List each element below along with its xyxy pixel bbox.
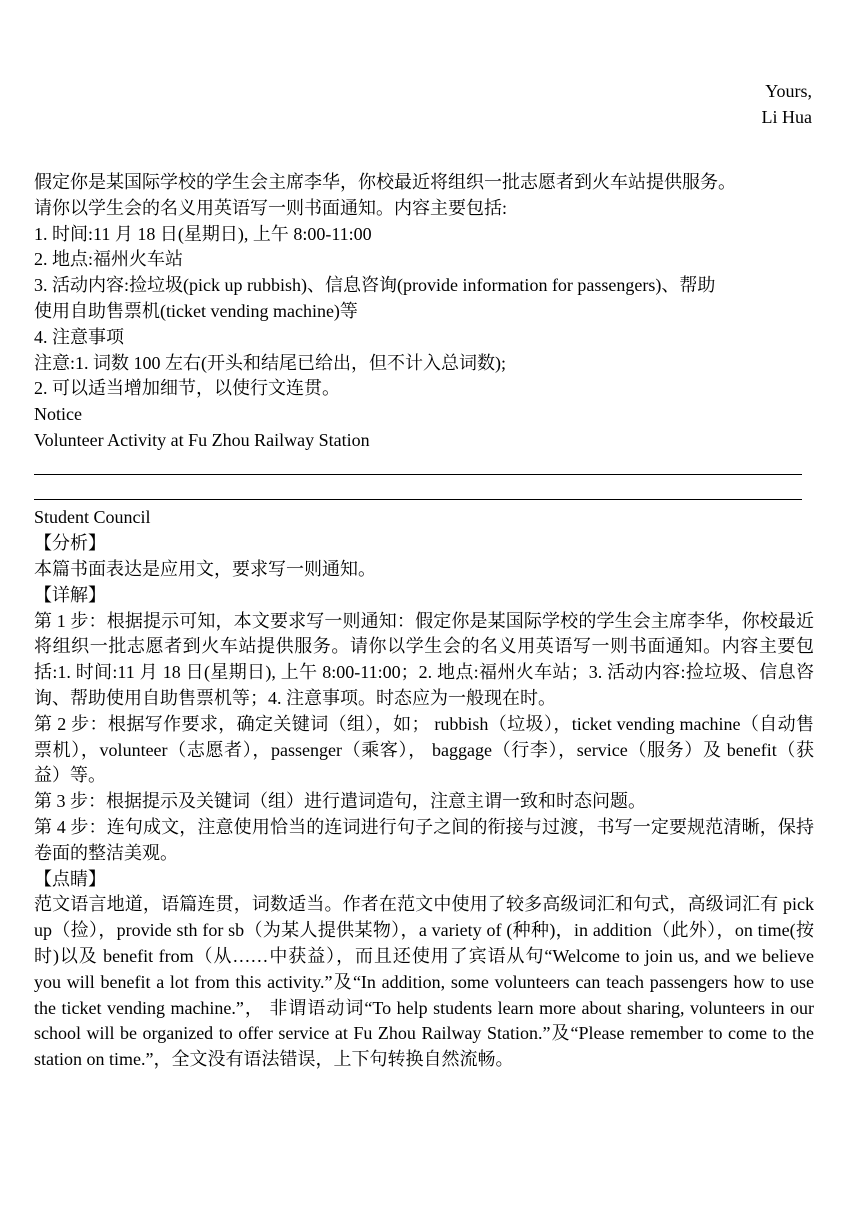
- analysis-heading: 【分析】: [34, 533, 106, 554]
- detail-step-3: 第 3 步：根据提示及关键词（组）进行遣词造句，注意主谓一致和时态问题。: [34, 791, 646, 812]
- detail-heading: 【详解】: [34, 584, 106, 605]
- writing-blank-line-2: [34, 480, 814, 506]
- prompt-item-3a: 3. 活动内容:捡垃圾(pick up rubbish)、信息咨询(provide information for passengers)、帮助: [34, 275, 716, 296]
- template-title: Volunteer Activity at Fu Zhou Railway Station: [34, 429, 370, 450]
- prompt-note-1: 注意:1. 词数 100 左右(开头和结尾已给出，但不计入总词数);: [34, 352, 506, 373]
- prompt-item-3b: 使用自助售票机(ticket vending machine)等: [34, 300, 358, 321]
- detail-step-4: 第 4 步：连句成文，注意使用恰当的连词进行句子之间的衔接与过渡，书写一定要规范清晰，保持卷面的整洁美观。: [34, 816, 814, 863]
- closing-text: Yours,: [765, 81, 812, 101]
- writing-blank-line-1: [34, 454, 814, 480]
- prompt-item-4: 4. 注意事项: [34, 326, 124, 347]
- detail-step-1: 第 1 步：根据提示可知，本文要求写一则通知：假定你是某国际学校的学生会主席李华，你校最近将组织一批志愿者到火车站提供服务。请你以学生会的名义用英语写一则书面通知。内容主要包括:1. 时间:11 月 18 日(星期日), 上午 8:00-11:00；2. 地点:福州火车站；3. 活动内容:捡垃圾、信息咨询、帮助使用自助售票机等；4. 注意事项。时态应为一般现在时。: [34, 610, 814, 708]
- template-signature: Student Council: [34, 507, 151, 528]
- analysis-text: 本篇书面表达是应用文，要求写一则通知。: [34, 558, 376, 579]
- prompt-item-2: 2. 地点:福州火车站: [34, 249, 184, 270]
- prompt-line-2: 请你以学生会的名义用英语写一则书面通知。内容主要包括:: [34, 197, 507, 218]
- signer-name: Li Hua: [761, 107, 812, 127]
- comment-text: 范文语言地道，语篇连贯，词数适当。作者在范文中使用了较多高级词汇和句式，高级词汇有 pick up（捡），provide sth for sb（为某人提供某物），a variety of (种种)，in addition（此外），on time(按时)以及 benefit from（从……中获益），而且还使用了宾语从句“Welcome to join us, and we believe you will benefit a lot from this activity.”及“In addition, some volunteers can teach passengers how to use the ticket vending machine.”， 非谓语动词“To help students learn more about sharing, volunteers in our school will be organized to offer service at Fu Zhou Railway Station.”及“Please remember to come to the station on time.”，全文没有语法错误，上下句转换自然流畅。: [34, 894, 814, 1070]
- detail-step-2: 第 2 步：根据写作要求，确定关键词（组），如； rubbish（垃圾），ticket vending machine（自动售票机），volunteer（志愿者），passenger（乘客）， baggage（行李），service（服务）及 benefit（获益）等。: [34, 713, 814, 786]
- template-heading: Notice: [34, 404, 82, 425]
- prompt-note-2: 2. 可以适当增加细节，以使行文连贯。: [34, 378, 340, 399]
- prompt-line-1: 假定你是某国际学校的学生会主席李华，你校最近将组织一批志愿者到火车站提供服务。: [34, 172, 736, 192]
- comment-heading: 【点睛】: [34, 868, 106, 889]
- letter-signoff: [762, 78, 812, 130]
- prompt-item-1: 1. 时间:11 月 18 日(星期日), 上午 8:00-11:00: [34, 223, 372, 244]
- document-body: [34, 170, 814, 1073]
